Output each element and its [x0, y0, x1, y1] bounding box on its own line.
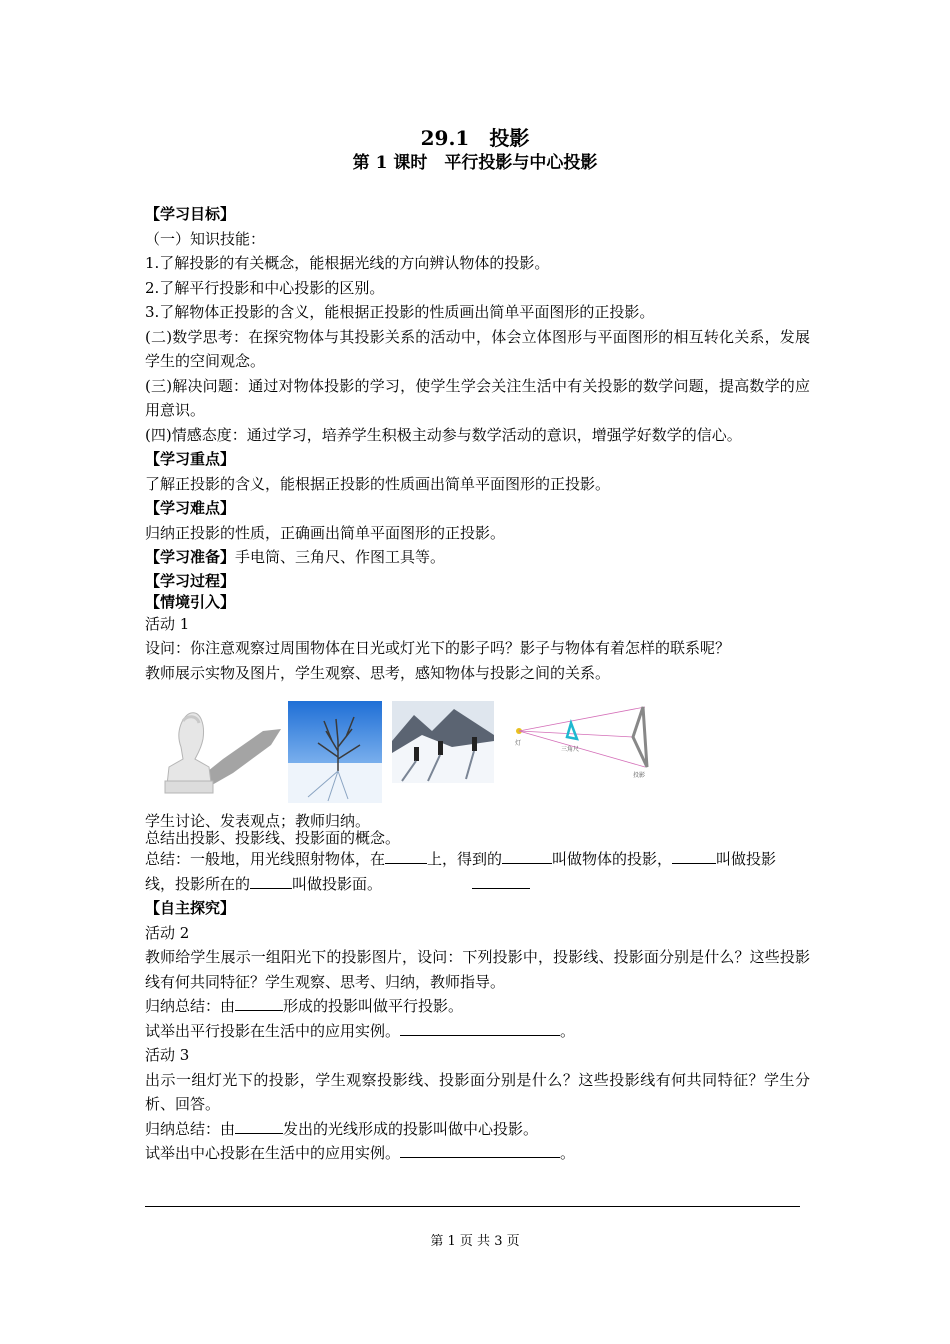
- objectives-heading: 【学习目标】: [145, 205, 236, 223]
- activity-1-label: 活动 1: [145, 614, 190, 633]
- statue-shadow-image: [153, 701, 285, 797]
- fill-blank[interactable]: [502, 849, 552, 864]
- prep-line: [145, 545, 810, 570]
- winter-tree-image: [288, 701, 382, 803]
- activity-3-text: 出示一组灯光下的投影，学生观察投影线、投影面分别是什么？这些投影线有何共同特征？学生分析、回答。: [145, 1070, 810, 1113]
- activity-1-discuss: 学生讨论、发表观点；教师归纳。: [145, 812, 371, 830]
- activity-2-summary: 归纳总结：由 形成的投影叫做平行投影。: [145, 997, 464, 1015]
- activity-1-teacher: 教师展示实物及图片，学生观察、思考，感知物体与投影之间的关系。: [145, 663, 611, 682]
- fill-blank[interactable]: [400, 1021, 560, 1036]
- page-number: 第 1 页 共 3 页: [430, 1234, 520, 1249]
- ruler-label: 三角尺: [561, 746, 580, 753]
- shadow-label: 投影: [633, 772, 646, 779]
- objective-knowledge: （一）知识技能：: [145, 229, 266, 248]
- activity-3-summary: 归纳总结：由 发出的光线形成的投影叫做中心投影。: [145, 1119, 539, 1138]
- key-text: 了解正投影的含义，能根据正投影的性质画出简单平面图形的正投影。: [145, 474, 611, 493]
- document-body: [145, 202, 810, 1166]
- explore-heading: 【自主探究】: [145, 899, 236, 917]
- prep-heading: 【学习准备】: [145, 548, 236, 566]
- illustration-row: [145, 701, 810, 809]
- activity-1-summary-line-1: 总结：一般地，用光线照射物体，在 上，得到的 叫做物体的投影， 叫做投影: [145, 850, 777, 868]
- activity-2-example: 试举出平行投影在生活中的应用实例。 。: [145, 1021, 576, 1040]
- lamp-label: 灯: [515, 740, 522, 747]
- objective-3: 3.了解物体正投影的含义，能根据正投影的性质画出简单平面图形的正投影。: [145, 303, 655, 321]
- fill-blank[interactable]: [235, 1119, 283, 1134]
- activity-1-question: 设问：你注意观察过周围物体在日光或灯光下的影子吗？影子与物体有着怎样的联系呢？: [145, 639, 731, 657]
- difficulty-heading: 【学习难点】: [145, 499, 236, 517]
- activity-3-example: 试举出中心投影在生活中的应用实例。 。: [145, 1144, 576, 1162]
- key-heading: 【学习重点】: [145, 450, 236, 468]
- activity-2-text: 教师给学生展示一组阳光下的投影图片，设问：下列投影中，投影线、投影面分别是什么？这些投影线有何共同特征？学生观察、思考、归纳，教师指导。: [145, 948, 810, 991]
- objective-thinking: (二)数学思考：在探究物体与其投影关系的活动中，体会立体图形与平面图形的相互转化关系，发展学生的空间观念。: [145, 327, 810, 370]
- page-title: 29.1 投影: [420, 126, 530, 150]
- central-projection-diagram: [513, 701, 663, 781]
- fill-blank[interactable]: [400, 1143, 560, 1158]
- activity-1-concepts: 总结出投影、投影线、投影面的概念。: [145, 829, 401, 847]
- fill-blank[interactable]: [472, 874, 530, 889]
- objective-1: 1.了解投影的有关概念，能根据光线的方向辨认物体的投影。: [145, 254, 550, 272]
- prep-text: 手电筒、三角尺、作图工具等。: [235, 548, 446, 566]
- objective-emotion: (四)情感态度：通过学习，培养学生积极主动参与数学活动的意识，增强学好数学的信心。: [145, 425, 742, 444]
- intro-heading: 【情境引入】: [145, 592, 236, 611]
- process-heading: 【学习过程】: [145, 571, 236, 590]
- objective-2: 2.了解平行投影和中心投影的区别。: [145, 278, 385, 297]
- objective-problem: (三)解决问题：通过对物体投影的学习，使学生学会关注生活中有关投影的数学问题，提高数学的应用意识。: [145, 376, 810, 419]
- difficulty-text: 归纳正投影的性质，正确画出简单平面图形的正投影。: [145, 523, 506, 542]
- fill-blank[interactable]: [385, 849, 427, 864]
- activity-3-label: 活动 3: [145, 1046, 190, 1064]
- page-subtitle: 第 1 课时 平行投影与中心投影: [352, 153, 598, 173]
- footer-divider: [145, 1206, 800, 1207]
- activity-2-label: 活动 2: [145, 923, 190, 942]
- fill-blank[interactable]: [235, 996, 283, 1011]
- activity-1-summary-line-2: 线，投影所在的 叫做投影面。: [145, 872, 810, 897]
- fill-blank[interactable]: [672, 849, 716, 864]
- snow-hikers-image: [392, 701, 494, 783]
- fill-blank[interactable]: [250, 874, 292, 889]
